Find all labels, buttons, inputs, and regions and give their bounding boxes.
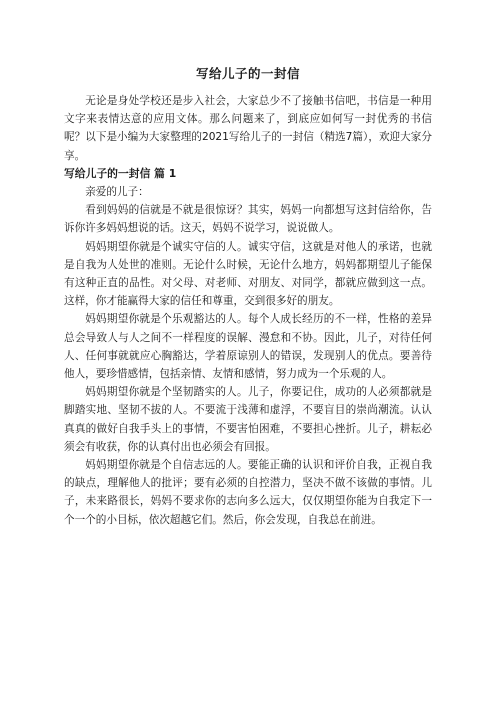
salutation: 亲爱的儿子：: [85, 186, 149, 199]
body-paragraph: 妈妈期望你就是个诚实守信的人。诚实守信，这就是对他人的承诺，也就是自我为人处世的准则。无论什么时候，无论什么地方，妈妈都期望儿子能保有这种正直的品性。对父母、对老师、对朋友、对同学，都就应做到这一点。这样，你才能赢得大家的信任和尊重，交到很多好的朋友。: [64, 240, 432, 308]
document-body: [64, 92, 432, 529]
section-heading: 写给儿子的一封信 篇 1: [64, 166, 177, 180]
body-paragraph: 妈妈期望你就是个坚韧踏实的人。儿子，你要记住，成功的人必须都就是脚踏实地、坚韧不拔的人。不要流于浅薄和虚浮，不要盲目的崇尚潮流。认认真真的做好自我手头上的事情，不要害怕困难，不要担心挫折。儿子，耕耘必须会有收获，你的认真付出也必须会有回报。: [64, 386, 432, 453]
body-paragraph: 看到妈妈的信就是不就是很惊讶？其实，妈妈一向都想写这封信给你，告诉你许多妈妈想说的话。这天，妈妈不说学习，说说做人。: [64, 204, 432, 235]
intro-paragraph: 无论是身处学校还是步入社会，大家总少不了接触书信吧，书信是一种用文字来表情达意的应用文体。那么问题来了，到底应如何写一封优秀的书信呢？以下是小编为大家整理的2021写给儿子的一封信（精选7篇），欢迎大家分享。: [64, 95, 432, 162]
body-paragraph: 妈妈期望你就是个自信志远的人。要能正确的认识和评价自我，正视自我的缺点，理解他人的批评；要有必须的自控潜力，坚决不做不该做的事情。儿子，未来路很长，妈妈不要求你的志向多么远大，仅仅期望你能为自我定下一个一个的小目标，依次超越它们。然后，你会发现，自我总在前进。: [64, 459, 432, 526]
document-title: 写给儿子的一封信: [195, 66, 300, 81]
body-paragraph: 妈妈期望你就是个乐观豁达的人。每个人成长经历的不一样，性格的差异总会导致人与人之间不一样程度的误解、漫怠和不协。因此，儿子，对待任何人、任何事就就应心胸豁达，学着原谅别人的错误，发现别人的优点。要善待他人，要珍惜感情，包括亲情、友情和感情，努力成为一个乐观的人。: [64, 313, 432, 381]
